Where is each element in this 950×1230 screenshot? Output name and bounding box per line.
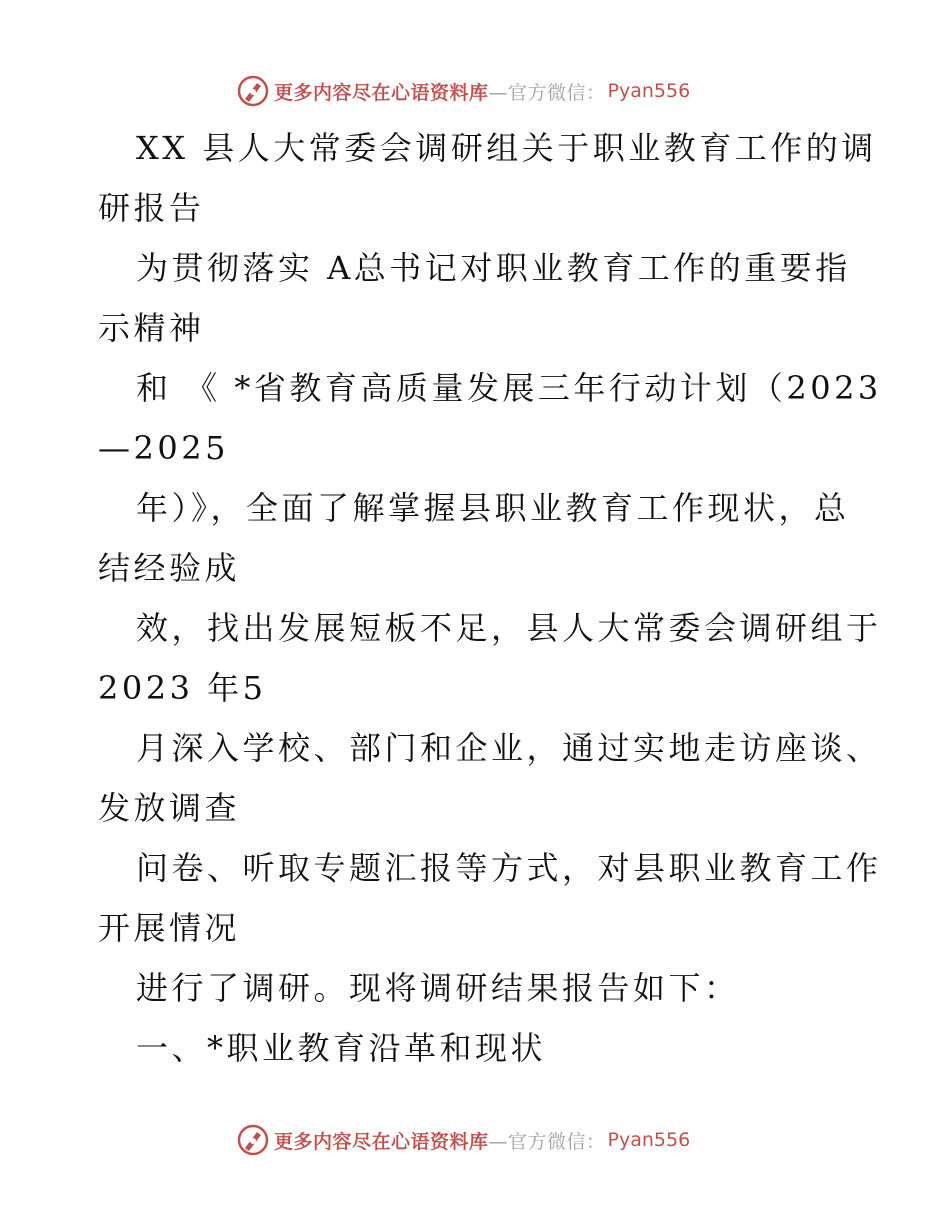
doc-text-line: 进行了调研。现将调研结果报告如下： [136,969,740,1007]
document-body [98,118,882,1078]
doc-title-line-2: 研报告 [98,189,205,227]
doc-text-line: 和 《 *省教育高质量发展三年行动计划（2023 [136,369,882,407]
pen-circle-logo-icon [236,74,270,108]
doc-text-line: 发放调查 [98,789,241,827]
doc-text-line: 开展情况 [98,909,241,947]
section-heading: 一、*职业教育沿革和现状 [136,1029,547,1067]
watermark-main-text: 更多内容尽在心语资料库 [274,1130,489,1153]
watermark-wechat-id: Pyan556 [607,80,691,102]
doc-text-line: 效，找出发展短板不足，县人大常委会调研组于 [136,609,882,647]
doc-text-line: 结经验成 [98,549,241,587]
watermark-banner-bottom [236,1120,690,1160]
doc-text-line: 2023 年5 [98,669,267,707]
doc-text-line: 为贯彻落实 A总书记对职业教育工作的重要指 [136,249,851,287]
watermark-wechat-label: —官方微信： [488,81,606,104]
doc-title-line-1: XX 县人大常委会调研组关于职业教育工作的调 [136,129,877,167]
watermark-main-text: 更多内容尽在心语资料库 [274,81,489,104]
doc-text-line: —2025 [98,429,229,467]
pen-circle-logo-icon [236,1123,270,1157]
doc-text-line: 示精神 [98,309,205,347]
doc-text-line: 年）》，全面了解掌握县职业教育工作现状，总 [136,489,850,527]
watermark-wechat-label: —官方微信： [488,1130,606,1153]
watermark-banner-top [236,71,690,111]
watermark-wechat-id: Pyan556 [607,1129,691,1151]
doc-text-line: 月深入学校、部门和企业，通过实地走访座谈、 [136,729,882,767]
doc-text-line: 问卷、听取专题汇报等方式，对县职业教育工作 [136,849,882,887]
